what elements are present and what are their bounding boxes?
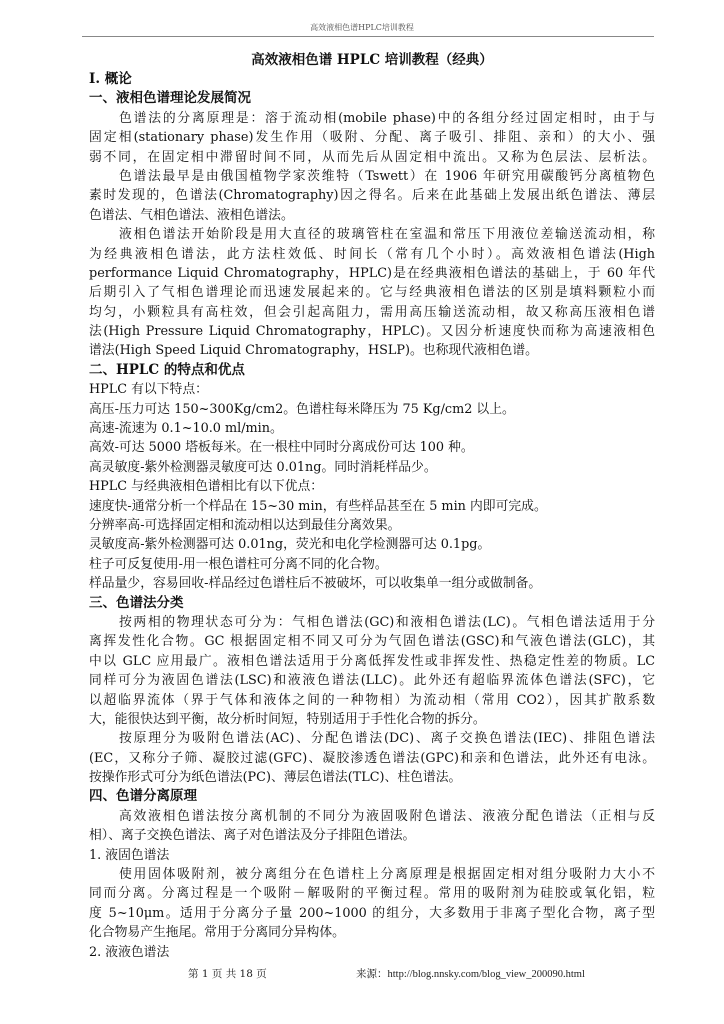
paragraph-line: 灵敏度高-紫外检测器可达 0.01ng，荧光和电化学检测器可达 0.1pg。 [89, 537, 491, 553]
paragraph-line: 后期引入了气相色谱理论而迅速发展起来的。它与经典液相色谱法的区别是填料颗粒小而 [89, 285, 655, 301]
paragraph-line: 同样可分为液固色谱法(LSC)和液液色谱法(LLC)。此外还有超临界流体色谱法(SFC)，它 [89, 673, 655, 689]
paragraph-line: performance Liquid Chromatography，HPLC)是在经典液相色谱法的基础上，于 60 年代 [89, 265, 655, 281]
paragraph-line: 大，能很快达到平衡，故分析时间短，特别适用于手性化合物的拆分。 [89, 711, 486, 727]
document-title: 高效液相色谱 HPLC 培训教程（经典） [251, 52, 493, 68]
paragraph-line: 柱子可反复使用-用一根色谱柱可分离不同的化合物。 [89, 556, 388, 572]
section-heading: 二、HPLC 的特点和优点 [89, 361, 245, 378]
sections-container [89, 89, 655, 962]
paragraph-line: 谱法(High Speed Liquid Chromatography，HSLP)。也称现代液相色谱。 [89, 343, 538, 359]
paragraph-line: 离挥发性化合物。GC 根据固定相不同又可分为气固色谱法(GSC)和气液色谱法(GLC)，其 [89, 634, 655, 650]
paragraph-line: 使用固体吸附剂，被分离组分在色谱柱上分离原理是根据固定相对组分吸附力大小不 [119, 867, 655, 883]
paragraph-line: 素时发现的，色谱法(Chromatography)因之得名。后来在此基础上发展出纸色谱法、薄层 [89, 188, 655, 204]
paragraph-line: 化合物易产生拖尾。常用于分离同分异构体。 [89, 925, 345, 941]
paragraph-line: HPLC 与经典液相色谱相比有以下优点： [89, 479, 324, 495]
paragraph-line: 按操作形式可分为纸色谱法(PC)、薄层色谱法(TLC)、柱色谱法。 [89, 770, 462, 786]
paragraph-line: HPLC 有以下特点： [89, 382, 208, 398]
paragraph-line: 按两相的物理状态可分为：气相色谱法(GC)和液相色谱法(LC)。气相色谱法适用于分 [119, 614, 655, 630]
paragraph-line: 高灵敏度-紫外检测器灵敏度可达 0.01ng。同时消耗样品少。 [89, 459, 437, 475]
paragraph-line: 固定相(stationary phase)发生作用（吸附、分配、离子吸引、排阻、亲和）的大小、强 [89, 130, 655, 146]
page-number: 第 1 页 共 18 页 [188, 968, 267, 980]
paragraph-line: 以超临界流体（界于气体和液体之间的一种物相）为流动相（常用 CO2），因其扩散系数 [89, 692, 655, 708]
paragraph-line: 相）、离子交换色谱法、离子对色谱法及分子排阻色谱法。 [89, 828, 416, 844]
paragraph-line: 为经典液相色谱法，此方法柱效低、时间长（常有几个小时）。高效液相色谱法(High [89, 246, 655, 262]
paragraph-line: 色谱法、气相色谱法、液相色谱法。 [89, 207, 294, 223]
paragraph-line: (EC，又称分子筛、凝胶过滤(GFC)、凝胶渗透色谱法(GPC)和亲和色谱法，此外还有电泳。 [89, 750, 655, 766]
paragraph-line: 法(High Pressure Liquid Chromatography，HPLC)。又因分析速度快而称为高速液相色 [89, 324, 655, 340]
paragraph-line: 按原理分为吸附色谱法(AC)、分配色谱法(DC)、离子交换色谱法(IEC)、排阻色谱法 [119, 731, 655, 747]
section-heading: 一、液相色谱理论发展简况 [89, 90, 251, 107]
chapter-heading: Ⅰ. 概论 [89, 71, 132, 87]
section-heading: 三、色谱法分类 [89, 594, 184, 611]
paragraph-line: 分辨率高-可选择固定相和流动相以达到最佳分离效果。 [89, 517, 401, 533]
document-body [89, 50, 655, 962]
paragraph-line: 中以 GLC 应用最广。液相色谱法适用于分离低挥发性或非挥发性、热稳定性差的物质。LC [89, 653, 655, 669]
section-heading: 四、色谱分离原理 [89, 788, 197, 805]
paragraph-line: 高效液相色谱法按分离机制的不同分为液固吸附色谱法、液液分配色谱法（正相与反 [119, 808, 655, 824]
paragraph-line: 液相色谱法开始阶段是用大直径的玻璃管柱在室温和常压下用液位差输送流动相，称 [119, 227, 655, 243]
paragraph-line: 样品量少，容易回收-样品经过色谱柱后不被破坏，可以收集单一组分或做制备。 [89, 576, 542, 592]
paragraph-line: 同而分离。分离过程是一个吸附－解吸附的平衡过程。常用的吸附剂为硅胶或氧化铝，粒 [89, 886, 655, 902]
paragraph-line: 均匀，小颗粒具有高柱效，但会引起高阻力，需用高压输送流动相，故又称高压液相色谱 [89, 304, 655, 320]
running-header: 高效液相色谱HPLC培训教程 [310, 23, 414, 32]
paragraph-line: 速度快-通常分析一个样品在 15~30 min，有些样品甚至在 5 min 内即可完成。 [89, 498, 547, 514]
paragraph-line: 度 5~10μm。适用于分离分子量 200~1000 的组分，大多数用于非离子型化合物，离子型 [89, 905, 655, 921]
paragraph-line: 色谱法的分离原理是：溶于流动相(mobile phase)中的各组分经过固定相时，由于与 [119, 110, 655, 126]
paragraph-line: 高速-流速为 0.1~10.0 ml/min。 [89, 421, 283, 437]
paragraph-line: 1. 液固色谱法 [89, 847, 170, 863]
paragraph-line: 色谱法最早是由俄国植物学家茨维特（Tswett）在 1906 年研究用碳酸钙分离植物色 [119, 168, 655, 184]
paragraph-line: 高效-可达 5000 塔板每米。在一根柱中同时分离成份可达 100 种。 [89, 440, 474, 456]
paragraph-line: 高压-压力可达 150~300Kg/cm2。色谱柱每米降压为 75 Kg/cm2 以上。 [89, 401, 515, 417]
header-rule [82, 36, 654, 37]
paragraph-line: 2. 液液色谱法 [89, 944, 170, 960]
paragraph-line: 弱不同，在固定相中滞留时间不同，从而先后从固定相中流出。又称为色层法、层析法。 [89, 149, 655, 165]
source-url: 来源：http://blog.nnsky.com/blog_view_200090.html [356, 969, 585, 980]
